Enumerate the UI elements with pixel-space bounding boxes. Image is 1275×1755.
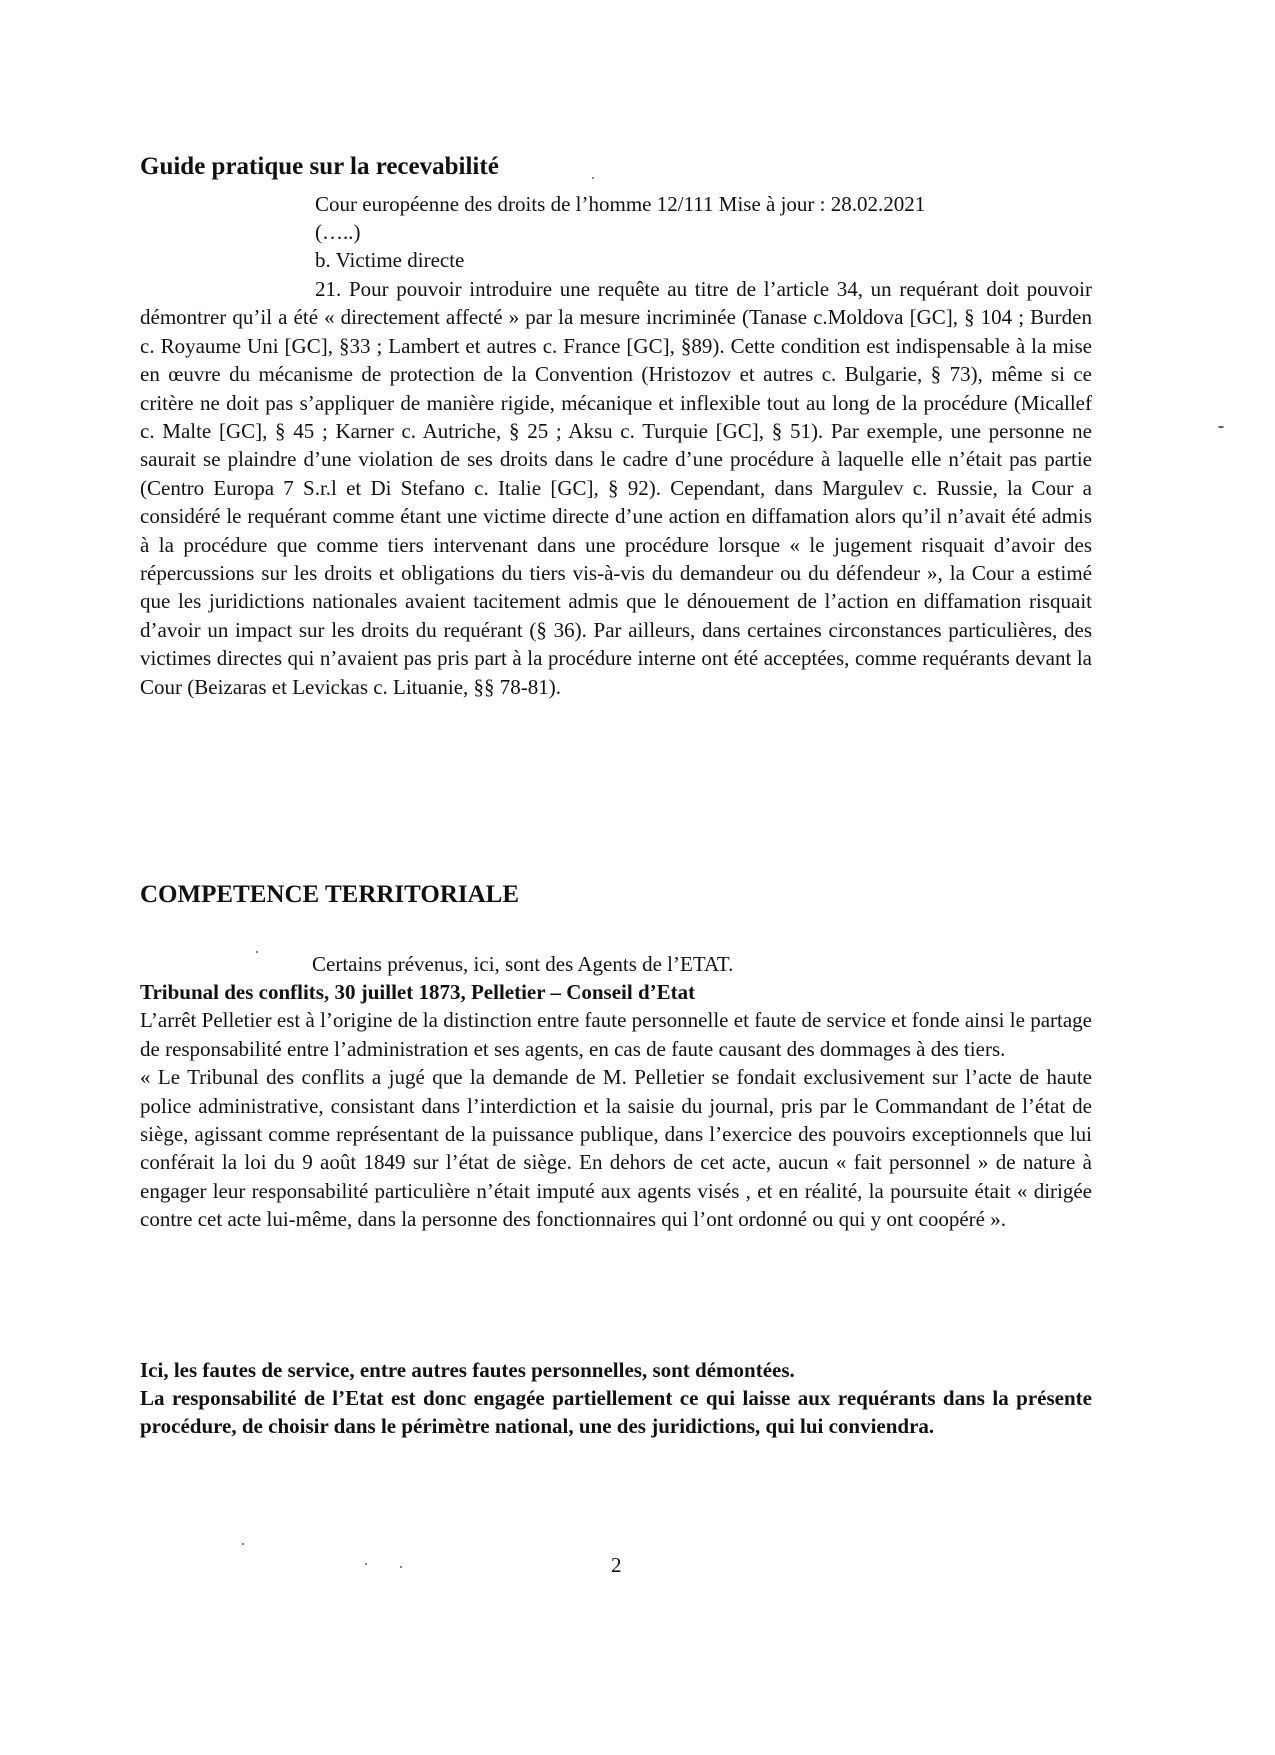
scan-speck xyxy=(1218,426,1224,428)
guide-paragraph-21 xyxy=(140,275,1092,701)
paragraph-text: Pour pouvoir introduire une requête au titre de l’article 34, un requérant doit pouvoir démontrer qu’il a été « directement affecté » par la mesure incriminée (Tanase c.Moldova [GC], § 104 ; Burden c. Royaume Uni [GC], §33 ; Lambert et autres c. France [GC], §89). Cette condition est indispensable à la mise en œuvre du mécanisme de protection de la Convention (Hristozov et autres c. Bulgarie, § 73), même si ce critère ne doit pas s’appliquer de manière rigide, mécanique et inflexible tout au long de la procédure (Micallef c. Malte [GC], § 45 ; Karner c. Autriche, § 25 ; Aksu c. Turquie [GC], § 51). Par exemple, une personne ne saurait se plaindre d’une violation de ses droits dans le cadre d’une procédure à laquelle elle n’était pas partie (Centro Europa 7 S.r.l et Di Stefano c. Italie [GC], § 92). Cependant, dans Margulev c. Russie, la Cour a considéré le requérant comme étant une victime directe d’une action en diffamation alors qu’il n’avait été admis à la procédure que comme tiers intervenant dans une procédure lorsque « le jugement risquait d’avoir des répercussions sur les droits et obligations du tiers vis-à-vis du demandeur ou du défendeur », la Cour a estimé que les juridictions nationales avaient tacitement admis que le dénouement de l’action en diffamation risquait d’avoir un impact sur les droits du requérant (§ 36). Par ailleurs, dans certaines circonstances particulières, des victimes directes qui n’avaient pas pris part à la procédure interne ont été acceptées, comme requérants devant la Cour (Beizaras et Levickas c. Lituanie, §§ 78-81). xyxy=(140,277,1092,699)
page-number: 2 xyxy=(611,1553,622,1577)
guide-title: Guide pratique sur la recevabilité xyxy=(140,153,499,180)
case-block xyxy=(140,978,1092,1234)
conclusion-line-2: La responsabilité de l’Etat est donc engagée partiellement ce qui laisse aux requérants dans la présente procédure, de choisir dans le périmètre national, une des juridictions, qui lui conviendra. xyxy=(140,1386,1092,1438)
scan-speck xyxy=(400,1566,402,1568)
scan-speck xyxy=(592,177,594,179)
conclusion-line-1: Ici, les fautes de service, entre autres fautes personnelles, sont démontées. xyxy=(140,1358,795,1382)
guide-ellipsis: (…..) xyxy=(315,220,361,244)
case-heading: Tribunal des conflits, 30 juillet 1873, Pelletier – Conseil d’Etat xyxy=(140,980,696,1004)
paragraph-number: 21. xyxy=(315,277,342,301)
competence-title: COMPETENCE TERRITORIALE xyxy=(140,881,520,908)
scan-speck xyxy=(365,1563,367,1565)
scan-speck xyxy=(256,951,258,953)
conclusion-block xyxy=(140,1356,1092,1440)
competence-intro: Certains prévenus, ici, sont des Agents de l’ETAT. xyxy=(312,952,734,976)
guide-subheading: b. Victime directe xyxy=(315,248,465,272)
scan-speck xyxy=(242,1543,244,1545)
case-summary: L’arrêt Pelletier est à l’origine de la distinction entre faute personnelle et faute de service et fonde ainsi le partage de responsabilité entre l’administration et ses agents, en cas de faute causant des dommages à des tiers. xyxy=(140,1008,1092,1061)
guide-source: Cour européenne des droits de l’homme 12/111 Mise à jour : 28.02.2021 xyxy=(315,192,926,216)
case-quote: « Le Tribunal des conflits a jugé que la demande de M. Pelletier se fondait exclusivement sur l’acte de haute police administrative, consistant dans l’interdiction et la saisie du journal, pris par le Commandant de l’état de siège, agissant comme représentant de la puissance publique, dans l’exercice des pouvoirs exceptionnels que lui conférait la loi du 9 août 1849 sur l’état de siège. En dehors de cet acte, aucun « fait personnel » de nature à engager leur responsabilité particulière n’était imputé aux agents visés , et en réalité, la poursuite était « dirigée contre cet acte lui-même, dans la personne des fonctionnaires qui l’ont ordonné ou qui y ont coopéré ». xyxy=(140,1065,1092,1232)
